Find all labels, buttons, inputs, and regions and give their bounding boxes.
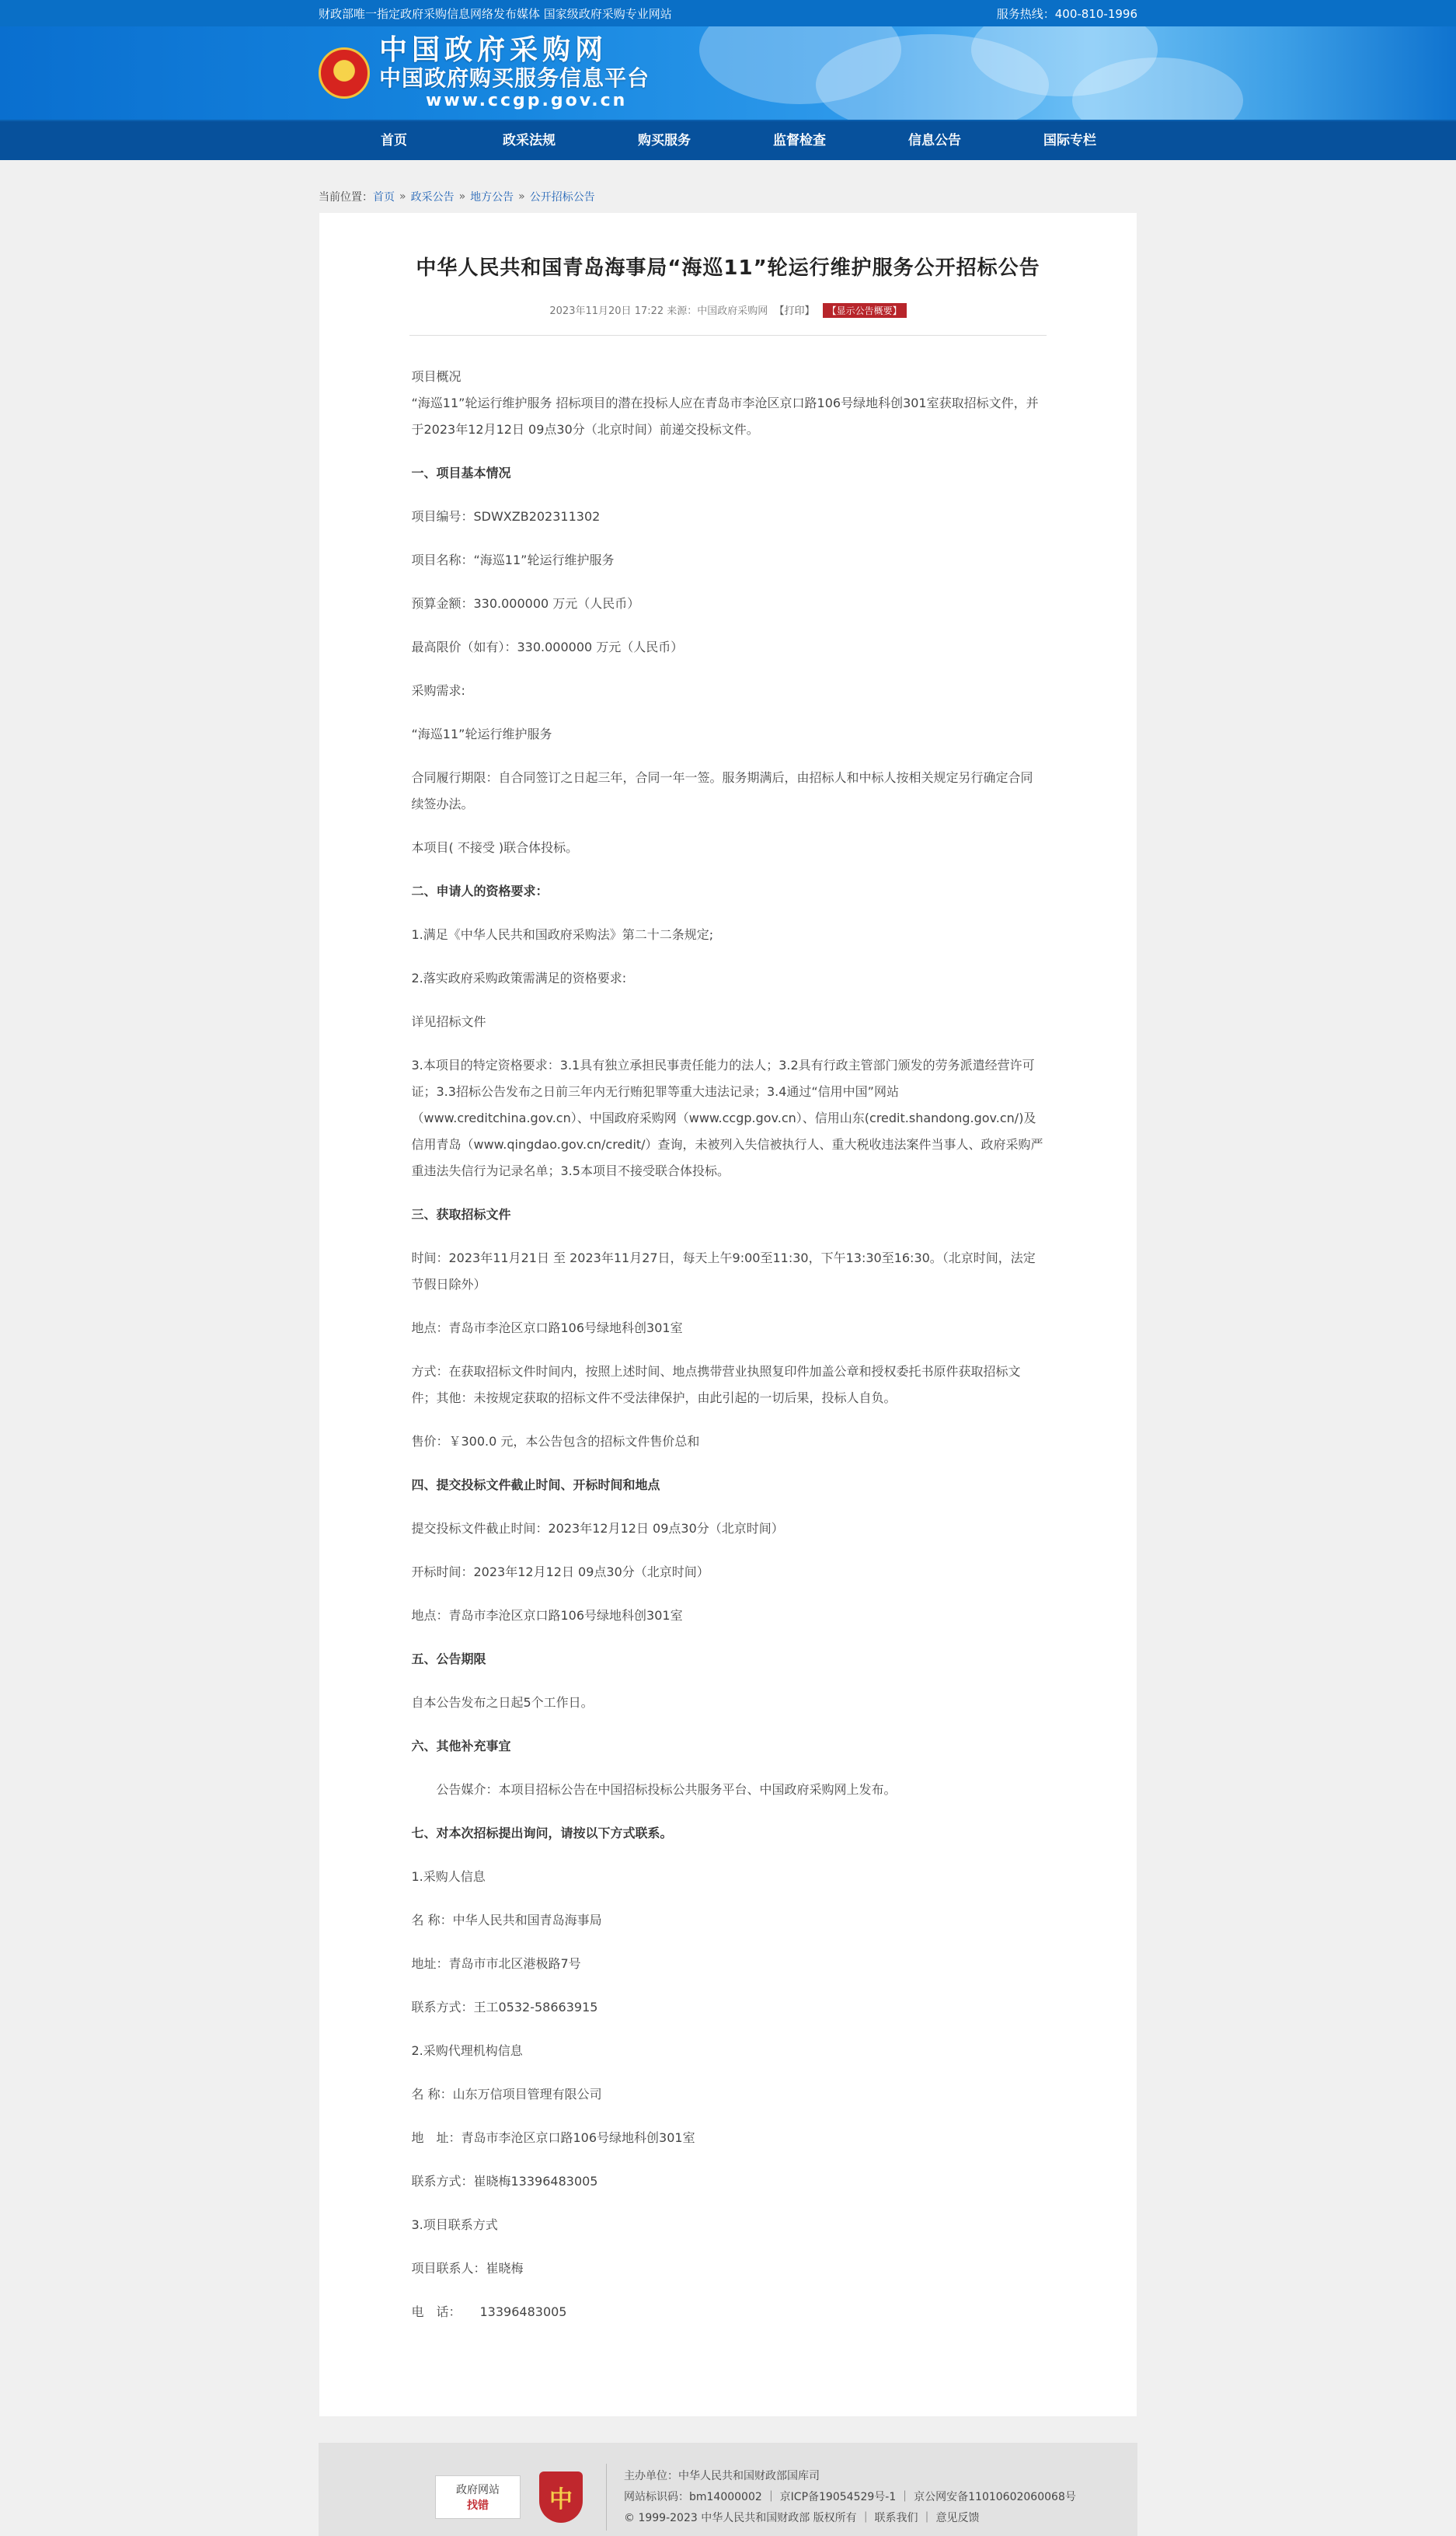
nav-home[interactable]: 首页 [381,133,407,148]
article-paragraph: 1.采购人信息 [411,1869,486,1884]
article-paragraph: 地址：青岛市市北区港极路7号 [411,1956,581,1971]
article-paragraph: 地点：青岛市李沧区京口路106号绿地科创301室 [411,1608,683,1623]
section-heading: 二、申请人的资格要求： [411,884,549,898]
article-paragraph: 项目编号：SDWXZB202311302 [411,509,601,524]
breadcrumb-procurement[interactable]: 政采公告 [410,191,455,204]
article-paragraph: 3.本项目的特定资格要求：3.1具有独立承担民事责任能力的法人；3.2具有行政主管部门颁发的劳务派遣经营许可证；3.3招标公告发布之日前三年内无行贿犯罪等重大违法记录；3.4通过“信用中国”网站（www.creditchina.gov.cn）、中国政府采购网（www.ccgp.gov.cn）、信用山东(credit.shandong.gov.cn/)及信用青岛（www.qingdao.gov.cn/credit/）查询，未被列入失信被执行人、重大税收违法案件当事人、政府采购严重违法失信行为记录名单；3.5本项目不接受联合体投标。 [411,1058,1043,1178]
article-paragraph: 地点：青岛市李沧区京口路106号绿地科创301室 [411,1320,683,1335]
article-paragraph: “海巡11”轮运行维护服务 [411,727,552,741]
article-paragraph: 项目概况 [411,369,462,384]
title-divider [409,335,1047,336]
breadcrumb [319,160,1137,210]
footer-info [624,2466,1076,2529]
article-meta [319,302,1137,318]
article-paragraph: 开标时间：2023年12月12日 09点30分（北京时间） [411,1565,709,1579]
service-hotline: 服务热线：400-810-1996 [996,6,1137,21]
logo-url: www.ccgp.gov.cn [426,91,628,110]
breadcrumb-sep: » [458,190,466,203]
breadcrumb-current[interactable]: 公开招标公告 [529,191,595,204]
article-paragraph: 联系方式：崔晓梅13396483005 [411,2174,598,2189]
header-banner [0,26,1456,120]
nav-regulations[interactable]: 政采法规 [503,133,556,148]
article-paragraph: 名 称：中华人民共和国青岛海事局 [411,1913,602,1927]
footer-copyright: © 1999-2023 中华人民共和国财政部 版权所有 ｜ 联系我们 ｜ 意见反馈 [624,2511,980,2524]
breadcrumb-home[interactable]: 首页 [373,191,395,204]
article-paragraph: 2.采购代理机构信息 [411,2043,523,2058]
section-heading: 六、其他补充事宜 [411,1739,511,1753]
article-paragraph: 自本公告发布之日起5个工作日。 [411,1695,594,1710]
main-nav [0,120,1456,160]
topbar-slogan: 财政部唯一指定政府采购信息网络发布媒体 国家级政府采购专业网站 [319,6,672,21]
footer-sponsor: 主办单位：中华人民共和国财政部国库司 [624,2469,820,2482]
badge-line2: 找错 [467,2499,489,2512]
article-paragraph: 2.落实政府采购政策需满足的资格要求: [411,971,627,985]
article-paragraph: 最高限价（如有）：330.000000 万元（人民币） [411,640,684,654]
nav-announcements[interactable]: 信息公告 [908,133,961,148]
section-heading: 七、对本次招标提出询问，请按以下方式联系。 [411,1826,673,1840]
topbar [0,0,1456,26]
section-heading: 四、提交投标文件截止时间、开标时间和地点 [411,1477,660,1492]
article-paragraph: 合同履行期限：自合同签订之日起三年，合同一年一签。服务期满后，由招标人和中标人按相关规定另行确定合同续签办法。 [411,770,1033,811]
party-government-shield-icon[interactable] [539,2471,583,2523]
badge-line1: 政府网站 [456,2484,500,2496]
article-paragraph: 项目名称：“海巡11”轮运行维护服务 [411,553,615,567]
article-paragraph: 地 址：青岛市李沧区京口路106号绿地科创301室 [411,2130,695,2145]
article-body [412,364,1045,2325]
logo-subtitle: 中国政府购买服务信息平台 [379,65,650,91]
article-paragraph: 采购需求: [411,683,465,698]
logo-title: 中国政府采购网 [379,34,608,66]
article-paragraph: 名 称：山东万信项目管理有限公司 [411,2087,602,2102]
breadcrumb-sep: » [518,190,525,203]
badge2-text: 中 [549,2486,573,2513]
national-emblem-icon: ★ [319,47,370,99]
site-logo[interactable] [379,35,650,111]
footer [319,2443,1137,2536]
article-paragraph: 项目联系人：崔晓梅 [411,2261,524,2276]
print-button[interactable]: 【打印】 [774,305,815,317]
nav-supervision[interactable]: 监督检查 [773,133,826,148]
article-paragraph: 方式：在获取招标文件时间内，按照上述时间、地点携带营业执照复印件加盖公章和授权委托书原件获取招标文件；其他：未按规定获取的招标文件不受法律保护，由此引起的一切后果，投标人自负。 [411,1364,1021,1405]
article-paragraph: 时间：2023年11月21日 至 2023年11月27日，每天上午9:00至11:30，下午13:30至16:30。（北京时间，法定节假日除外） [411,1251,1036,1292]
article-paragraph: 联系方式：王工0532-58663915 [411,2000,598,2014]
section-heading: 三、获取招标文件 [411,1207,511,1222]
nav-purchase-services[interactable]: 购买服务 [638,133,691,148]
breadcrumb-prefix: 当前位置： [319,191,373,204]
article-date-source: 2023年11月20日 17:22 来源：中国政府采购网 [549,305,768,317]
footer-divider [606,2464,607,2531]
report-error-badge[interactable] [435,2475,521,2519]
article-paragraph: 本项目( 不接受 )联合体投标。 [411,840,579,855]
section-heading: 五、公告期限 [411,1652,486,1666]
footer-identifiers: 网站标识码：bm14000002 ｜ 京ICP备19054529号-1 ｜ 京公网安备11010602060068号 [624,2490,1076,2503]
show-summary-button[interactable]: 【显示公告概要】 [823,303,907,318]
article-paragraph: 3.项目联系方式 [411,2217,498,2232]
article-paragraph: 电 话： 13396483005 [411,2304,567,2319]
article-paragraph: 提交投标文件截止时间：2023年12月12日 09点30分（北京时间） [411,1521,784,1536]
nav-international[interactable]: 国际专栏 [1043,133,1096,148]
article-paragraph: 售价：￥300.0 元，本公告包含的招标文件售价总和 [411,1434,700,1449]
article-card [319,213,1137,2416]
section-heading: 一、项目基本情况 [411,466,511,480]
article-paragraph: 预算金额：330.000000 万元（人民币） [411,596,640,611]
article-paragraph: 1.满足《中华人民共和国政府采购法》第二十二条规定; [411,927,714,942]
article-paragraph: 公告媒介：本项目招标公告在中国招标投标公共服务平台、中国政府采购网上发布。 [436,1782,897,1797]
breadcrumb-sep: » [399,190,406,203]
breadcrumb-local[interactable]: 地方公告 [470,191,514,204]
article-paragraph: 详见招标文件 [411,1014,486,1029]
article-title: 中华人民共和国青岛海事局“海巡11”轮运行维护服务公开招标公告 [416,256,1040,280]
article-paragraph: “海巡11”轮运行维护服务 招标项目的潜在投标人应在青岛市李沧区京口路106号绿地科创301室获取招标文件，并于2023年12月12日 09点30分（北京时间）前递交投标文件。 [411,396,1039,437]
